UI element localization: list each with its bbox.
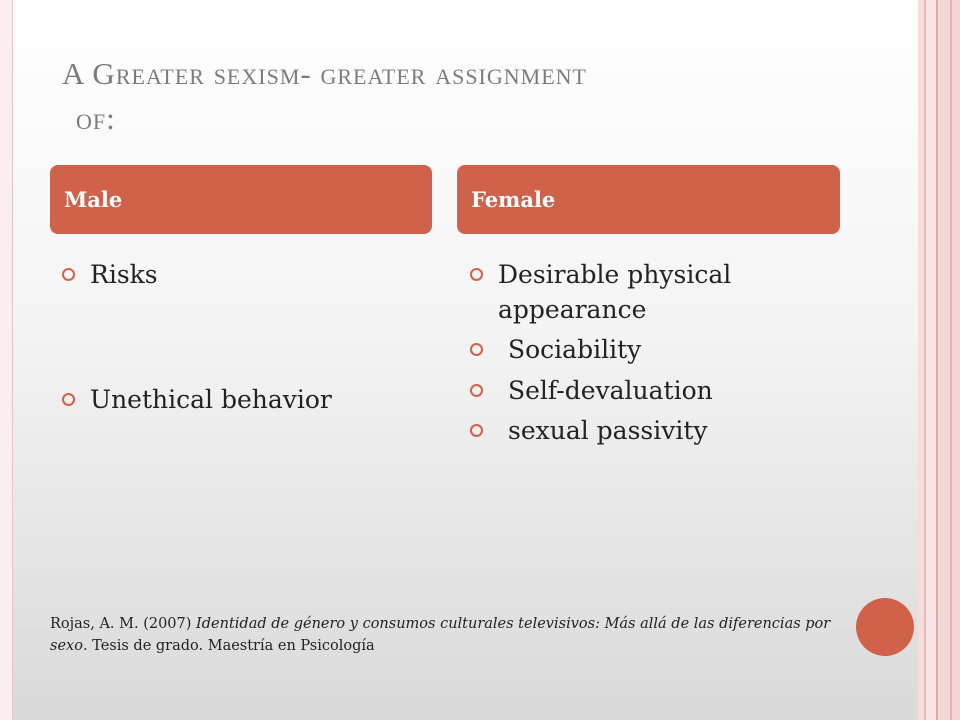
- citation-title: Identidad de género y consumos culturales televisivos: Más allá de las diferencias por sexo: [50, 616, 831, 654]
- list-item: [470, 258, 830, 327]
- list-item: [470, 333, 830, 368]
- bullet-icon: [470, 343, 483, 356]
- bullet-icon: [62, 393, 75, 406]
- list-item: [470, 374, 830, 409]
- bullet-icon: [470, 268, 483, 281]
- list-item-text: Risks: [90, 260, 158, 289]
- title-line-2: of:: [76, 100, 116, 136]
- citation: [50, 614, 840, 658]
- bullet-icon: [470, 424, 483, 437]
- left-edge-stripe: [0, 0, 13, 720]
- right-edge-stripes: [918, 0, 960, 720]
- citation-authors: Rojas, A. M. (2007): [50, 616, 197, 632]
- list-item: [62, 383, 432, 418]
- decorative-circle: [856, 598, 914, 656]
- list-item-text: Unethical behavior: [90, 384, 332, 414]
- list-item-text: Sociability: [508, 335, 642, 364]
- male-list: [62, 258, 432, 417]
- title-line-1: [62, 56, 587, 91]
- list-item-text: Desirable physical appearance: [498, 260, 732, 324]
- male-header-label: Male: [64, 187, 123, 212]
- list-item-text: sexual passivity: [508, 416, 708, 445]
- slide-title: [62, 52, 842, 142]
- list-item: [62, 258, 432, 293]
- title-rest: reater sexism- greater assignment: [115, 56, 587, 91]
- female-header: [457, 165, 840, 234]
- bullet-icon: [470, 384, 483, 397]
- title-initial: A G: [62, 56, 116, 91]
- citation-rest: . Tesis de grado. Maestría en Psicología: [82, 637, 375, 654]
- list-item-text: Self-devaluation: [508, 375, 713, 405]
- male-header: [50, 165, 432, 234]
- female-header-label: Female: [471, 187, 556, 212]
- list-item: [470, 414, 830, 449]
- bullet-icon: [62, 268, 75, 281]
- female-list: [470, 258, 830, 455]
